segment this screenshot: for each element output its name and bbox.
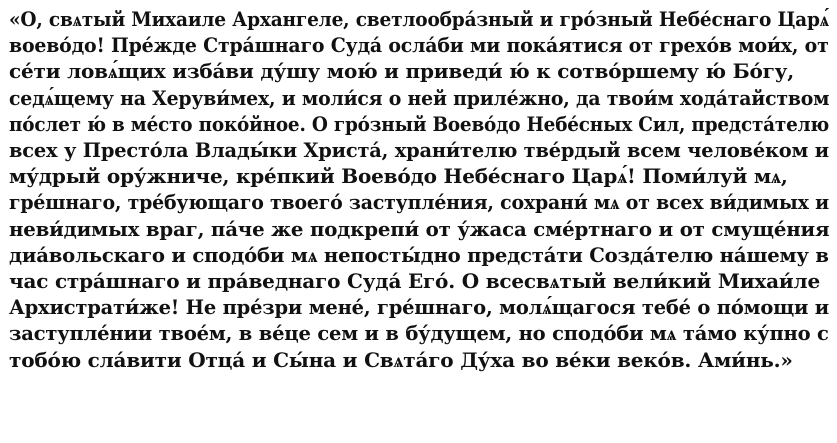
- prayer-line: гре́шнаго, тре́бующаго твоего́ заступле́ния, сохрани́ мѧ от всех ви́димых и: [9, 190, 829, 215]
- prayer-line: Архистрати́же! Не пре́зри мене́, гре́шнаго, молѧ́щагося тебе́ о по́мощи и: [9, 295, 830, 320]
- prayer-line: седѧ́щему на Херуви́мех, и моли́ся о ней приле́жно, да твои́м хода́тайством: [9, 85, 830, 110]
- prayer-line: по́слет ю́ в ме́сто поко́йное. О гро́зный Воево́до Небе́сных Сил, предста́телю: [9, 111, 830, 136]
- prayer-line: воево́до! Пре́жде Стра́шнаго Суда́ осла́би ми пока́ятися от грехо́в мои́х, от: [9, 33, 829, 58]
- prayer-line: тобо́ю сла́вити Отца́ и Сы́на и Свѧта́го Ду́ха во ве́ки веко́в. Ами́нь.»: [9, 347, 793, 372]
- prayer-line: неви́димых враг, па́че же подкрепи́ от у́жаса сме́ртнаго и от смуще́ния: [9, 216, 830, 241]
- prayer-line: час стра́шнаго и пра́веднаго Суда́ Его́. О всесвѧтый вели́кий Михаи́ле: [9, 269, 820, 294]
- prayer-line: всех у Престо́ла Влады́ки Христа́, храни́телю тве́рдый всем челове́ком и: [9, 138, 829, 163]
- prayer-line: заступле́нии твое́м, в ве́це сем и в бу́дущем, но сподо́би мѧ та́мо ку́пно с: [9, 321, 829, 346]
- prayer-line: се́ти ловѧ́щих изба́ви ду́шу мою́ и приведи́ ю́ к сотво́ршему ю́ Бо́гу,: [9, 59, 795, 84]
- prayer-text: [9, 6, 829, 373]
- prayer-line: диа́вольскаго и сподо́би мѧ непосты́дно предста́ти Созда́телю на́шему в: [9, 242, 829, 267]
- prayer-line: му́дрый ору́жниче, кре́пкий Воево́до Небе́снаго Царѧ́! Поми́луй мѧ,: [9, 164, 788, 189]
- prayer-line: «О, свѧтый Михаиле Архангеле, светлообра́зный и гро́зный Небе́снаго Царѧ́: [9, 7, 829, 31]
